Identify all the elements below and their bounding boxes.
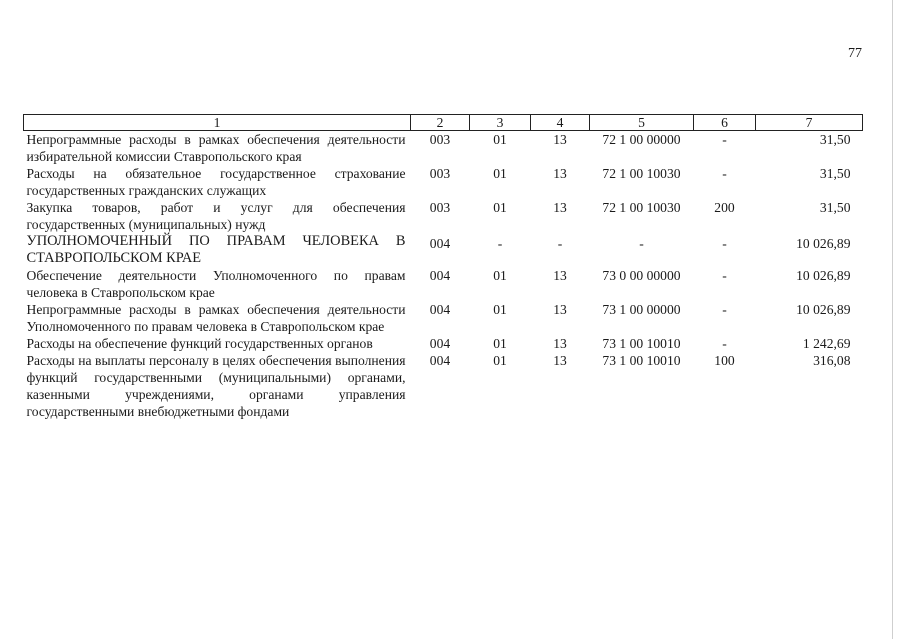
row-subsection: 13 [553, 268, 567, 283]
row-target-article: 73 1 00 00000 [602, 302, 681, 317]
row-ministry-code: 004 [429, 302, 451, 317]
row-subsection: 13 [553, 166, 567, 181]
table-row [24, 199, 863, 233]
row-section: 01 [493, 268, 507, 283]
row-expense-type: - [722, 268, 727, 283]
row-target-article: 73 0 00 00000 [602, 268, 681, 283]
row-expense-type: - [722, 336, 727, 351]
row-subsection: 13 [553, 336, 567, 351]
header-cell-4: 4 [531, 115, 590, 131]
row-expense-type: - [722, 236, 727, 251]
table-row [24, 352, 863, 420]
row-description: Непрограммные расходы в рамках обеспечения деятельности избирательной комиссии Ставропольского края [26, 132, 406, 164]
row-ministry-code: 003 [429, 200, 451, 215]
row-target-article: - [639, 236, 644, 251]
row-target-article: 73 1 00 10010 [602, 353, 681, 368]
header-cell-5: 5 [590, 115, 694, 131]
row-amount: 31,50 [819, 200, 851, 215]
row-amount: 316,08 [813, 353, 851, 368]
row-target-article: 72 1 00 10030 [602, 166, 681, 181]
row-expense-type: - [722, 166, 727, 181]
header-cell-3: 3 [470, 115, 531, 131]
table-row [24, 233, 863, 267]
row-target-article: 72 1 00 00000 [602, 132, 681, 147]
row-description: Расходы на обеспечение функций государственных органов [26, 336, 373, 351]
header-cell-2: 2 [411, 115, 470, 131]
row-subsection: 13 [553, 200, 567, 215]
page-number: 77 [848, 46, 862, 61]
row-subsection: 13 [553, 353, 567, 368]
table-row [24, 267, 863, 301]
row-amount: 10 026,89 [796, 236, 851, 251]
row-section: 01 [493, 132, 507, 147]
row-section: - [497, 236, 503, 251]
row-amount: 1 242,69 [802, 336, 851, 351]
row-target-article: 72 1 00 10030 [602, 200, 681, 215]
row-target-article: 73 1 00 10010 [602, 336, 681, 351]
row-ministry-code: 004 [429, 336, 451, 351]
row-expense-type: 100 [714, 353, 735, 368]
row-amount: 10 026,89 [796, 268, 851, 283]
row-amount: 31,50 [819, 166, 851, 181]
row-subsection: 13 [553, 302, 567, 317]
row-section: 01 [493, 302, 507, 317]
page-edge [892, 0, 893, 639]
row-section: 01 [493, 166, 507, 181]
row-subsection: - [557, 236, 563, 251]
budget-table [23, 114, 863, 420]
table-row [24, 335, 863, 352]
row-amount: 31,50 [819, 132, 851, 147]
row-subsection: 13 [553, 132, 567, 147]
row-expense-type: 200 [714, 200, 735, 215]
row-ministry-code: 004 [429, 268, 451, 283]
header-cell-1: 1 [24, 115, 411, 131]
row-description: Закупка товаров, работ и услуг для обеспечения государственных (муниципальных) нужд [26, 200, 406, 232]
row-expense-type: - [722, 302, 727, 317]
row-section: 01 [493, 353, 507, 368]
row-ministry-code: 004 [429, 353, 451, 368]
row-expense-type: - [722, 132, 727, 147]
row-ministry-code: 003 [429, 132, 451, 147]
row-ministry-code: 004 [429, 236, 451, 251]
row-section: 01 [493, 200, 507, 215]
row-description: Расходы на обязательное государственное страхование государственных гражданских служащих [26, 166, 406, 198]
header-cell-6: 6 [694, 115, 756, 131]
table-row [24, 131, 863, 166]
row-description: Расходы на выплаты персоналу в целях обеспечения выполнения функций государственными (муниципальными) органами, казенными учреждениями, органами управления государственными внебюджетными фондами [26, 353, 406, 419]
header-row [24, 115, 863, 131]
row-description: Непрограммные расходы в рамках обеспечения деятельности Уполномоченного по правам человека в Ставропольском крае [26, 302, 406, 334]
row-description: Обеспечение деятельности Уполномоченного по правам человека в Ставропольском крае [26, 268, 406, 300]
row-section: 01 [493, 336, 507, 351]
header-cell-7: 7 [756, 115, 863, 131]
row-ministry-code: 003 [429, 166, 451, 181]
row-description: УПОЛНОМОЧЕННЫЙ ПО ПРАВАМ ЧЕЛОВЕКА В СТАВРОПОЛЬСКОМ КРАЕ [26, 233, 406, 266]
row-amount: 10 026,89 [796, 302, 851, 317]
table-row [24, 301, 863, 335]
table-row [24, 165, 863, 199]
